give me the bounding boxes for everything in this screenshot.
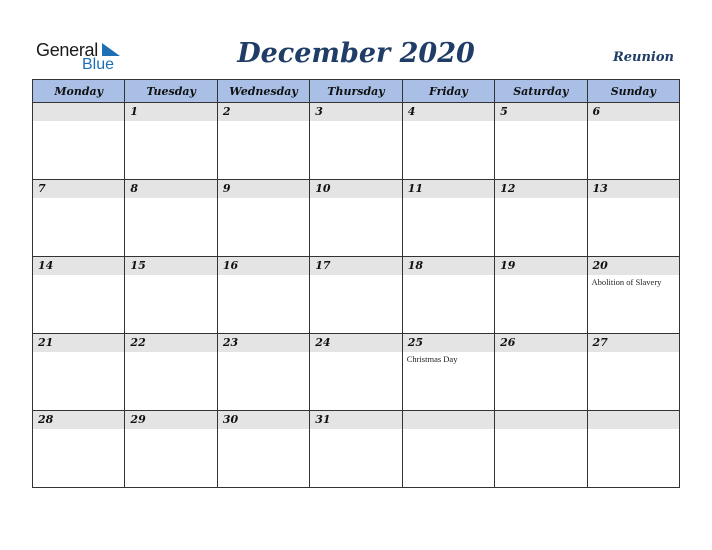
weekday-monday: Monday	[33, 80, 125, 103]
day-number: 19	[495, 257, 586, 275]
calendar-day-cell[interactable]	[495, 103, 587, 180]
holiday-label: Abolition of Slavery	[591, 277, 662, 287]
calendar-day-cell[interactable]	[587, 257, 679, 334]
calendar-day-cell[interactable]	[125, 334, 217, 411]
day-number: 13	[588, 180, 679, 198]
calendar-grid	[32, 79, 680, 488]
calendar-day-cell[interactable]	[125, 103, 217, 180]
weekday-header-row	[33, 80, 680, 103]
day-number: 7	[33, 180, 124, 198]
calendar-day-cell[interactable]	[587, 334, 679, 411]
day-number: 10	[310, 180, 401, 198]
calendar-day-cell[interactable]	[217, 257, 309, 334]
calendar-day-cell[interactable]	[33, 180, 125, 257]
day-number: 14	[33, 257, 124, 275]
region-label: Reunion	[612, 50, 674, 65]
day-number	[33, 103, 124, 121]
logo-general-text: General	[36, 40, 98, 60]
calendar-day-cell[interactable]	[125, 257, 217, 334]
weekday-friday: Friday	[402, 80, 494, 103]
day-number: 28	[33, 411, 124, 429]
day-number: 11	[403, 180, 494, 198]
calendar-day-cell[interactable]	[495, 180, 587, 257]
day-number: 4	[403, 103, 494, 121]
calendar-day-cell[interactable]	[310, 257, 402, 334]
calendar-day-cell[interactable]	[587, 103, 679, 180]
day-number: 8	[125, 180, 216, 198]
page-title: December 2020	[237, 38, 475, 69]
day-number: 9	[218, 180, 309, 198]
day-number	[495, 411, 586, 429]
calendar-day-cell[interactable]	[217, 334, 309, 411]
calendar-week-row	[33, 334, 680, 411]
calendar-day-cell[interactable]	[310, 334, 402, 411]
calendar-day-cell[interactable]	[125, 180, 217, 257]
calendar-day-cell[interactable]	[402, 180, 494, 257]
weekday-saturday: Saturday	[495, 80, 587, 103]
calendar-day-cell[interactable]	[495, 257, 587, 334]
calendar-day-cell[interactable]	[495, 334, 587, 411]
weekday-tuesday: Tuesday	[125, 80, 217, 103]
day-number: 5	[495, 103, 586, 121]
calendar-day-cell[interactable]	[310, 103, 402, 180]
calendar-week-row	[33, 257, 680, 334]
day-number: 31	[310, 411, 401, 429]
day-number	[403, 411, 494, 429]
calendar-week-row	[33, 180, 680, 257]
calendar-day-cell[interactable]	[217, 103, 309, 180]
day-number: 29	[125, 411, 216, 429]
day-number: 17	[310, 257, 401, 275]
calendar-day-cell[interactable]	[217, 180, 309, 257]
day-number: 24	[310, 334, 401, 352]
calendar-day-cell[interactable]	[402, 257, 494, 334]
calendar-body	[33, 103, 680, 488]
day-number	[588, 411, 679, 429]
day-number: 21	[33, 334, 124, 352]
day-number: 16	[218, 257, 309, 275]
calendar-week-row	[33, 103, 680, 180]
calendar-day-cell[interactable]	[402, 103, 494, 180]
day-number: 27	[588, 334, 679, 352]
calendar-day-cell[interactable]	[33, 334, 125, 411]
weekday-sunday: Sunday	[587, 80, 679, 103]
day-number: 22	[125, 334, 216, 352]
day-number: 18	[403, 257, 494, 275]
weekday-wednesday: Wednesday	[217, 80, 309, 103]
calendar-day-cell[interactable]	[402, 334, 494, 411]
calendar-day-cell[interactable]	[495, 411, 587, 488]
logo-blue-text: Blue	[82, 56, 115, 73]
day-number: 2	[218, 103, 309, 121]
calendar-day-cell[interactable]	[217, 411, 309, 488]
day-number: 1	[125, 103, 216, 121]
calendar-day-cell[interactable]	[125, 411, 217, 488]
calendar-week-row	[33, 411, 680, 488]
calendar-day-cell[interactable]	[587, 180, 679, 257]
day-number: 12	[495, 180, 586, 198]
calendar-day-cell[interactable]	[587, 411, 679, 488]
weekday-thursday: Thursday	[310, 80, 402, 103]
day-number: 6	[588, 103, 679, 121]
day-number: 30	[218, 411, 309, 429]
calendar-day-cell[interactable]	[33, 411, 125, 488]
day-number: 25	[403, 334, 494, 352]
calendar-day-cell[interactable]	[310, 180, 402, 257]
holiday-label: Christmas Day	[406, 354, 458, 364]
day-number: 3	[310, 103, 401, 121]
calendar-day-cell[interactable]	[402, 411, 494, 488]
calendar-day-cell[interactable]	[310, 411, 402, 488]
day-number: 26	[495, 334, 586, 352]
day-number: 15	[125, 257, 216, 275]
calendar-day-cell[interactable]	[33, 103, 125, 180]
day-number: 20	[588, 257, 679, 275]
calendar-day-cell[interactable]	[33, 257, 125, 334]
day-number: 23	[218, 334, 309, 352]
